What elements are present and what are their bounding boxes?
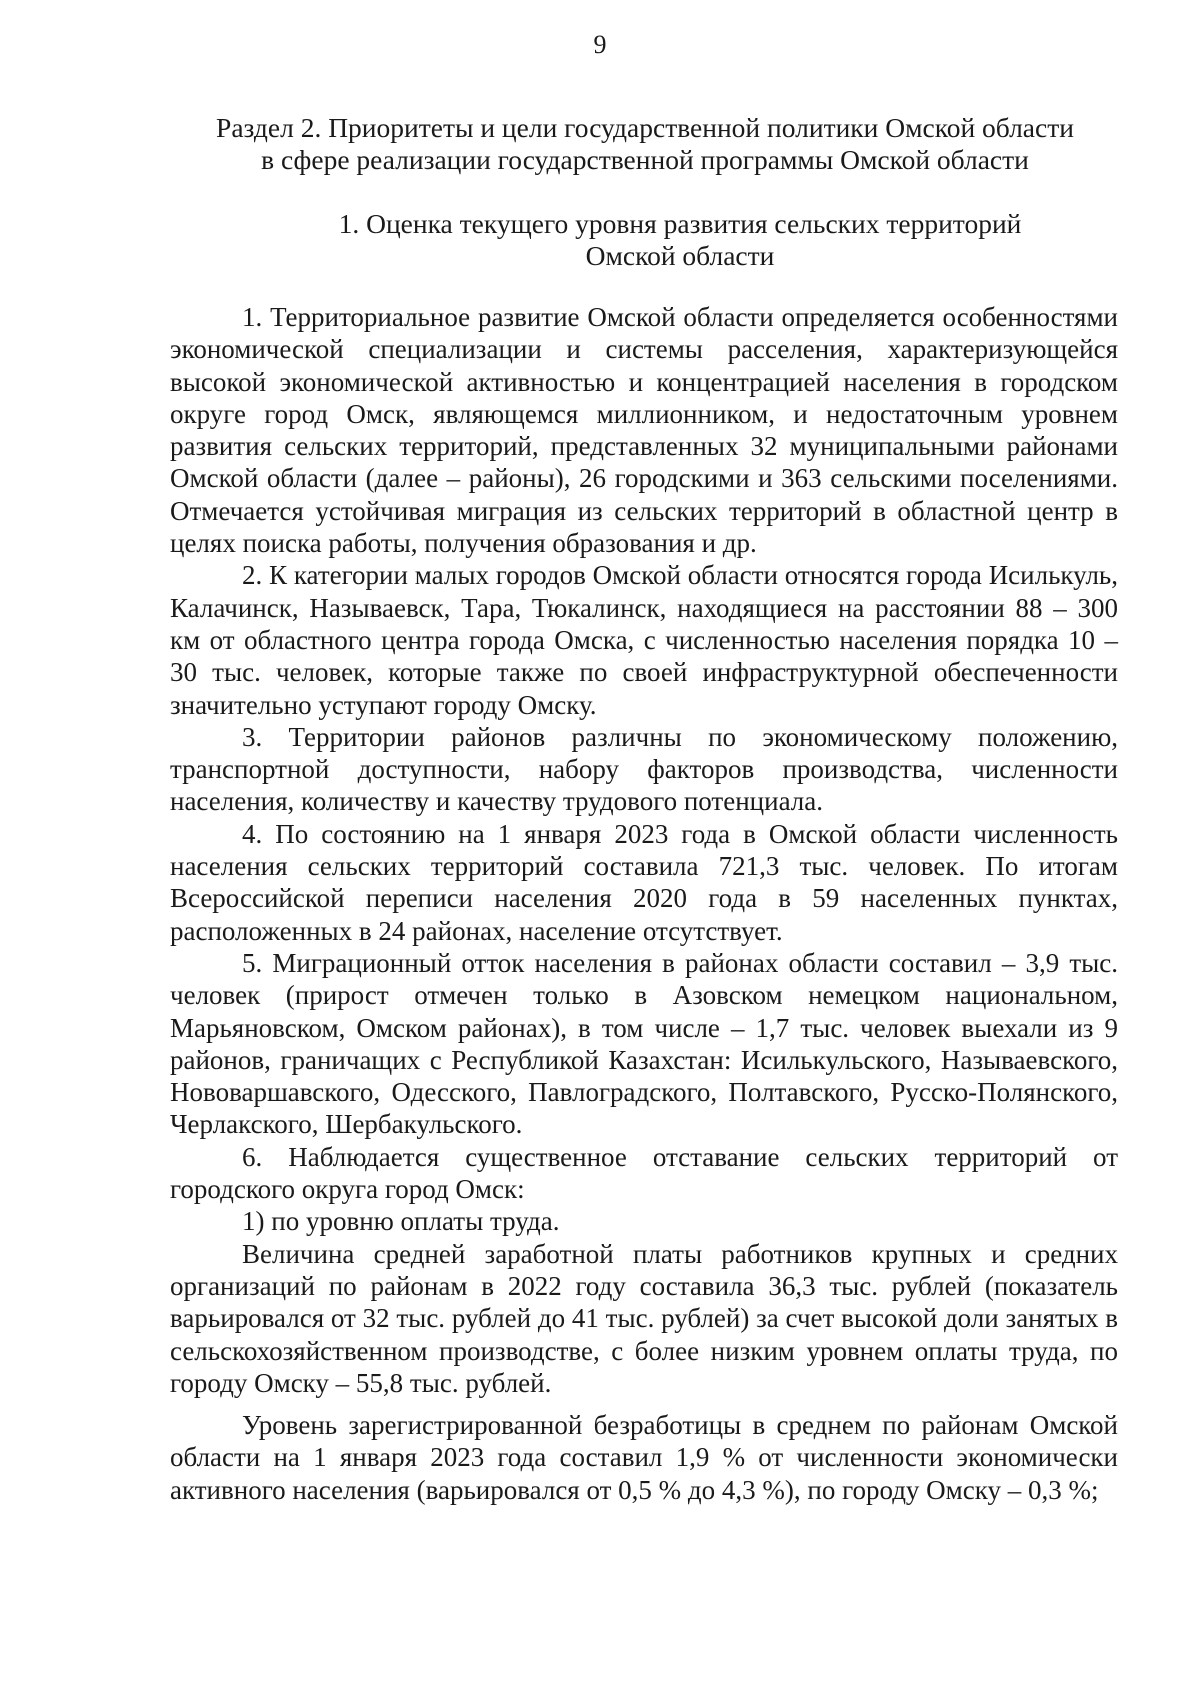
paragraph-6: 6. Наблюдается существенное отставание сельских территорий от городского округа город Омск: bbox=[170, 1141, 1118, 1205]
paragraph-1: 1. Территориальное развитие Омской области определяется особенностями экономической специализации и системы расселения, характеризующейся высокой экономической активностью и концентрацией населения в городском округе город Омск, являющемся миллионником, и недостаточным уровнем развития сельских территорий, представленных 32 муниципальными районами Омской области (далее – районы), 26 городскими и 363 сельскими поселениями. Отмечается устойчивая миграция из сельских территорий в областной центр в целях поиска работы, получения образования и др. bbox=[170, 302, 1118, 559]
paragraph-3: 3. Территории районов различны по экономическому положению, транспортной доступности, набору факторов производства, численности населения, количеству и качеству трудового потенциала. bbox=[170, 721, 1118, 817]
paragraph-4: 4. По состоянию на 1 января 2023 года в Омской области численность населения сельских территорий составила 721,3 тыс. человек. По итогам Всероссийской переписи населения 2020 года в 59 населенных пунктах, расположенных в 24 районах, население отсутствует. bbox=[170, 818, 1118, 946]
paragraph-5: 5. Миграционный отток населения в районах области составил – 3,9 тыс. человек (прирост отмечен только в Азовском немецком национальном, Марьяновском, Омском районах), в том числе – 1,7 тыс. человек выехали из 9 районов, граничащих с Республикой Казахстан: Исилькульского, Называевского, Нововаршавского, Одесского, Павлоградского, Полтавского, Русско-Полянского, Черлакского, Шербакульского. bbox=[170, 947, 1118, 1140]
section-heading bbox=[170, 112, 1120, 176]
section-heading-line-2: в сфере реализации государственной программы Омской области bbox=[261, 144, 1029, 175]
paragraph-6-item-1: 1) по уровню оплаты труда. bbox=[242, 1206, 560, 1237]
subsection-heading bbox=[280, 208, 1080, 272]
paragraph-2: 2. К категории малых городов Омской области относятся города Исилькуль, Калачинск, Называевск, Тара, Тюкалинск, находящиеся на расстоянии 88 – 300 км от областного центра города Омска, с численностью населения порядка 10 – 30 тыс. человек, которые также по своей инфраструктурной обеспеченности значительно уступают городу Омску. bbox=[170, 560, 1118, 720]
section-heading-line-1: Раздел 2. Приоритеты и цели государственной политики Омской области bbox=[216, 112, 1074, 143]
subsection-heading-line-2: Омской области bbox=[585, 240, 775, 271]
body-text bbox=[170, 301, 1118, 1506]
subsection-heading-line-1: 1. Оценка текущего уровня развития сельских территорий bbox=[338, 208, 1022, 239]
page-number: 9 bbox=[593, 30, 607, 59]
paragraph-wages: Величина средней заработной платы работников крупных и средних организаций по районам в 2022 году составила 36,3 тыс. рублей (показатель варьировался от 32 тыс. рублей до 41 тыс. рублей) за счет высокой доли занятых в сельскохозяйственном производстве, с более низким уровнем оплаты труда, по городу Омску – 55,8 тыс. рублей. bbox=[170, 1238, 1118, 1398]
paragraph-unemployment: Уровень зарегистрированной безработицы в среднем по районам Омской области на 1 января 2023 года составил 1,9 % от численности экономически активного населения (варьировался от 0,5 % до 4,3 %), по городу Омску – 0,3 %; bbox=[170, 1410, 1118, 1505]
